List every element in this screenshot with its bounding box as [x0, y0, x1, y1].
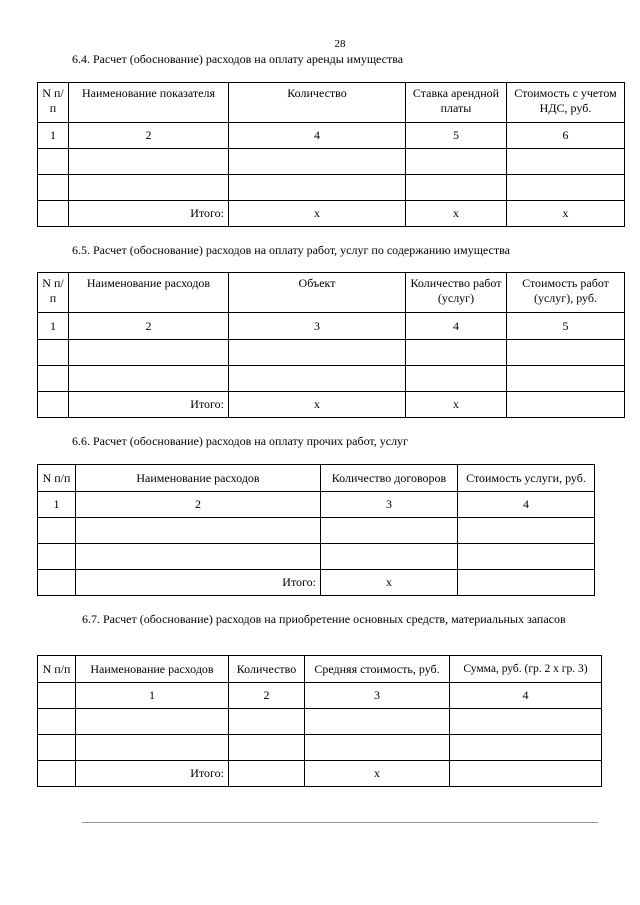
- table-cell: [38, 392, 69, 418]
- col-number: 3: [305, 683, 450, 709]
- total-label: Итого:: [69, 201, 229, 227]
- total-row: [38, 570, 595, 596]
- col-header: N п/п: [38, 83, 69, 123]
- table-cell: [458, 570, 595, 596]
- table-cell: [229, 761, 305, 787]
- col-number: 1: [38, 492, 76, 518]
- table-row: [38, 366, 625, 392]
- col-header: Наименование расходов: [76, 656, 229, 683]
- table-cell: [38, 175, 69, 201]
- total-mark: x: [406, 201, 507, 227]
- table-cell: [406, 149, 507, 175]
- col-header: Наименование расходов: [76, 465, 321, 492]
- col-number: 1: [76, 683, 229, 709]
- table-row: [38, 175, 625, 201]
- table-cell: [76, 735, 229, 761]
- table-row: [38, 340, 625, 366]
- col-header: Наименование расходов: [69, 273, 229, 313]
- page-number: 28: [334, 38, 346, 50]
- total-label: Итого:: [76, 761, 229, 787]
- col-number: 2: [229, 683, 305, 709]
- table-cell: [305, 735, 450, 761]
- section-6-4-title: 6.4. Расчет (обоснование) расходов на оплату аренды имущества: [72, 52, 404, 66]
- total-mark: x: [229, 201, 406, 227]
- table-cell: [38, 518, 76, 544]
- col-header: Средняя стоимость, руб.: [305, 656, 450, 683]
- table-cell: [229, 735, 305, 761]
- col-number: 3: [321, 492, 458, 518]
- col-number: 4: [406, 313, 507, 340]
- table-cell: [507, 392, 625, 418]
- table-cell: [76, 709, 229, 735]
- table-cell: [406, 366, 507, 392]
- table-row: [38, 544, 595, 570]
- col-header: Ставка арендной платы: [406, 83, 507, 123]
- col-number: 5: [507, 313, 625, 340]
- table-cell: [69, 149, 229, 175]
- col-header: Объект: [229, 273, 406, 313]
- col-number: 4: [229, 123, 406, 149]
- table-row: [38, 735, 602, 761]
- column-number-row: [38, 313, 625, 340]
- total-label: Итого:: [76, 570, 321, 596]
- table-6-4: [37, 82, 625, 227]
- section-6-5-title: 6.5. Расчет (обоснование) расходов на оплату работ, услуг по содержанию имущества: [72, 243, 510, 257]
- table-6-6: [37, 464, 595, 596]
- table-cell: [305, 709, 450, 735]
- table-cell: [38, 149, 69, 175]
- table-cell: [458, 518, 595, 544]
- table-cell: [450, 761, 602, 787]
- table-cell: [507, 149, 625, 175]
- col-number: 3: [229, 313, 406, 340]
- col-number: 1: [38, 313, 69, 340]
- table-cell: [76, 518, 321, 544]
- total-mark: x: [406, 392, 507, 418]
- col-header: Стоимость услуги, руб.: [458, 465, 595, 492]
- col-number: 5: [406, 123, 507, 149]
- col-header: N п/п: [38, 656, 76, 683]
- table-row: [38, 709, 602, 735]
- table-cell: [229, 709, 305, 735]
- col-number: 2: [69, 123, 229, 149]
- table-cell: [406, 340, 507, 366]
- table-cell: [38, 761, 76, 787]
- table-cell: [69, 175, 229, 201]
- total-label: Итого:: [69, 392, 229, 418]
- col-header: Стоимость работ (услуг), руб.: [507, 273, 625, 313]
- footer-divider: [82, 822, 598, 823]
- column-number-row: [38, 492, 595, 518]
- col-header: Наименование показателя: [69, 83, 229, 123]
- col-number: 1: [38, 123, 69, 149]
- table-row: [38, 518, 595, 544]
- col-header: N п/п: [38, 465, 76, 492]
- table-cell: [69, 340, 229, 366]
- col-number: 6: [507, 123, 625, 149]
- table-cell: [321, 518, 458, 544]
- col-number: 2: [76, 492, 321, 518]
- section-6-6-title: 6.6. Расчет (обоснование) расходов на оплату прочих работ, услуг: [72, 434, 408, 448]
- total-mark: x: [507, 201, 625, 227]
- table-cell: [229, 149, 406, 175]
- col-header: Количество договоров: [321, 465, 458, 492]
- total-row: [38, 761, 602, 787]
- column-number-row: [38, 683, 602, 709]
- table-6-5: [37, 272, 625, 418]
- table-cell: [38, 340, 69, 366]
- table-cell: [507, 366, 625, 392]
- table-cell: [76, 544, 321, 570]
- table-cell: [450, 735, 602, 761]
- col-header: Количество работ (услуг): [406, 273, 507, 313]
- total-mark: x: [229, 392, 406, 418]
- table-cell: [450, 709, 602, 735]
- table-cell: [38, 570, 76, 596]
- table-header-row: [38, 273, 625, 313]
- table-cell: [458, 544, 595, 570]
- table-header-row: [38, 83, 625, 123]
- col-number: 4: [458, 492, 595, 518]
- table-cell: [507, 340, 625, 366]
- table-cell: [321, 544, 458, 570]
- table-cell: [229, 366, 406, 392]
- table-cell: [38, 709, 76, 735]
- total-row: [38, 392, 625, 418]
- col-number: 2: [69, 313, 229, 340]
- total-mark: x: [305, 761, 450, 787]
- table-cell: [406, 175, 507, 201]
- column-number-row: [38, 123, 625, 149]
- col-number: 4: [450, 683, 602, 709]
- table-cell: [507, 175, 625, 201]
- table-cell: [38, 366, 69, 392]
- total-mark: x: [321, 570, 458, 596]
- table-cell: [229, 175, 406, 201]
- table-header-row: [38, 465, 595, 492]
- col-header: Стоимость с учетом НДС, руб.: [507, 83, 625, 123]
- table-cell: [38, 201, 69, 227]
- table-cell: [38, 544, 76, 570]
- table-header-row: [38, 656, 602, 683]
- table-cell: [229, 340, 406, 366]
- table-cell: [69, 366, 229, 392]
- table-cell: [38, 683, 76, 709]
- table-cell: [38, 735, 76, 761]
- col-header: N п/п: [38, 273, 69, 313]
- col-header: Сумма, руб. (гр. 2 x гр. 3): [450, 656, 602, 683]
- col-header: Количество: [229, 656, 305, 683]
- col-header: Количество: [229, 83, 406, 123]
- table-row: [38, 149, 625, 175]
- total-row: [38, 201, 625, 227]
- section-6-7-title: 6.7. Расчет (обоснование) расходов на приобретение основных средств, материальных запасов: [82, 612, 566, 626]
- table-6-7: [37, 655, 602, 787]
